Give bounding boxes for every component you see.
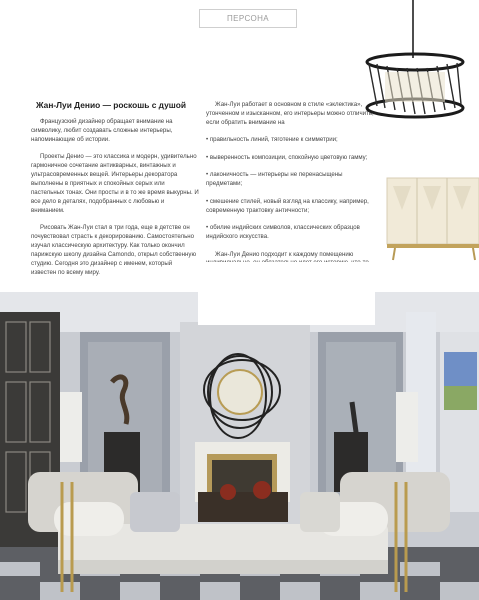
paragraph: Проекты Денио — это классика и модерн, удивительно гармоничное сочетание антикварных, винтажных и ультрасовременных вещей. Интерьеры декоратора выполнены в приятных и спокойных серых или пастельных тонах. Они просты и в то же время выкурны. И все дело в деталях, подобранных с любовью и вниманием. [31,153,199,214]
paragraph: Французский дизайнер обращает внимание на символику, любит создавать сложные интерьеры, напоминающие об истории. [31,118,173,143]
interior-photo [0,292,479,600]
paragraph: Жан-Луи Денио подходит к каждому помещению [215,250,354,258]
left-column [31,118,199,286]
sideboard-image [385,170,479,262]
list-item: • лаконичность — интерьеры не перенасыщены предметами; [206,171,374,189]
list-item: • выверенность композиции, спокойную цветовую гамму; [206,154,374,163]
list-item: • смешение стилей, новый взгляд на классику, например, современную трактовку античности; [206,198,374,216]
paragraph: Жан-Луи работает в основном в стиле «эклектика», утонченном и изысканном, его интерьеры можно отличить, если обратить внимание на [206,101,374,126]
section-tab [199,9,297,28]
article-headline: Жан-Луи Денио — роскошь с душой [36,100,187,110]
text-overlay-panel [198,262,375,325]
paragraph: Рисовать Жан-Луи стал в три года, еще в детстве он почувствовал страсть к декорированию. Самостоятельно изучал классическую архитектуру. Как только окончил парижскую школу дизайна Camondo, открыл собственную студию. Сегодня это дизайнер с именем, который известен по всему миру. [31,224,197,276]
list-item: • обилие индийских символов, классических образцов индийского искусства. [206,224,374,242]
list-item: • правильность линий, тяготение к симметрии; [206,136,374,145]
feature-list [206,136,374,242]
section-label: ПЕРСОНА [226,14,270,23]
